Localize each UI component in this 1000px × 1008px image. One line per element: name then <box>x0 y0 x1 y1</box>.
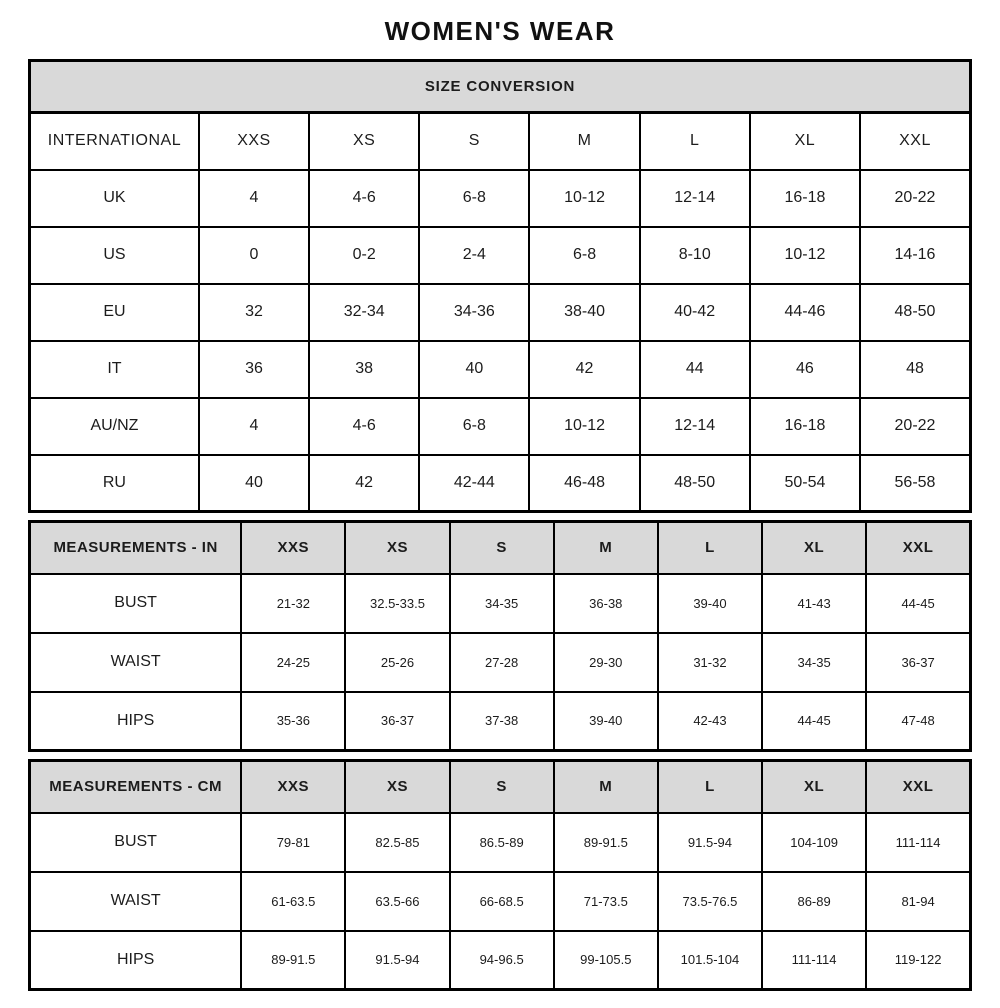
column-header: XXS <box>241 522 345 574</box>
size-cell: 38 <box>309 341 419 398</box>
column-header: XXS <box>241 761 345 813</box>
size-cell: 4-6 <box>309 170 419 227</box>
column-header: L <box>658 761 762 813</box>
row-label: HIPS <box>30 931 242 990</box>
column-header: M <box>554 761 658 813</box>
size-cell: 6-8 <box>419 170 529 227</box>
size-cell: 56-58 <box>860 455 971 512</box>
measure-cell: 91.5-94 <box>345 931 449 990</box>
size-cell: 38-40 <box>529 284 639 341</box>
measure-cell: 63.5-66 <box>345 872 449 931</box>
size-cell: 44 <box>640 341 750 398</box>
measure-cell: 42-43 <box>658 692 762 751</box>
measure-cell: 104-109 <box>762 813 866 872</box>
measure-cell: 61-63.5 <box>241 872 345 931</box>
size-cell: 12-14 <box>640 170 750 227</box>
measure-cell: 73.5-76.5 <box>658 872 762 931</box>
size-cell: 10-12 <box>529 398 639 455</box>
size-cell: 20-22 <box>860 170 971 227</box>
size-cell: 16-18 <box>750 170 860 227</box>
measure-cell: 82.5-85 <box>345 813 449 872</box>
column-header: XS <box>345 522 449 574</box>
table-row <box>30 761 971 813</box>
page-title: WOMEN'S WEAR <box>384 16 616 46</box>
table-row <box>30 574 971 633</box>
size-cell: 34-36 <box>419 284 529 341</box>
measure-cell: 44-45 <box>762 692 866 751</box>
size-cell: 50-54 <box>750 455 860 512</box>
row-label: UK <box>30 170 199 227</box>
measurements-in-title: MEASUREMENTS - IN <box>30 522 242 574</box>
row-label: RU <box>30 455 199 512</box>
size-cell: 48-50 <box>640 455 750 512</box>
column-header: M <box>554 522 658 574</box>
size-cell: 48-50 <box>860 284 971 341</box>
size-cell: 10-12 <box>529 170 639 227</box>
table-row <box>30 813 971 872</box>
column-header: M <box>529 113 639 170</box>
row-label: HIPS <box>30 692 242 751</box>
measure-cell: 111-114 <box>762 931 866 990</box>
measure-cell: 41-43 <box>762 574 866 633</box>
measure-cell: 29-30 <box>554 633 658 692</box>
size-cell: 14-16 <box>860 227 971 284</box>
size-cell: 44-46 <box>750 284 860 341</box>
row-label: WAIST <box>30 872 242 931</box>
measure-cell: 89-91.5 <box>241 931 345 990</box>
measure-cell: 31-32 <box>658 633 762 692</box>
table-row <box>30 692 971 751</box>
table-row <box>30 522 971 574</box>
measure-cell: 47-48 <box>866 692 970 751</box>
measure-cell: 81-94 <box>866 872 970 931</box>
column-header: XS <box>309 113 419 170</box>
size-cell: 12-14 <box>640 398 750 455</box>
measure-cell: 21-32 <box>241 574 345 633</box>
column-header: L <box>640 113 750 170</box>
row-label: WAIST <box>30 633 242 692</box>
size-conversion-table <box>28 59 972 513</box>
column-header: S <box>450 761 554 813</box>
column-header: S <box>419 113 529 170</box>
size-cell: 36 <box>199 341 309 398</box>
measure-cell: 35-36 <box>241 692 345 751</box>
column-header: XL <box>762 761 866 813</box>
size-cell: 40 <box>419 341 529 398</box>
measure-cell: 25-26 <box>345 633 449 692</box>
measure-cell: 34-35 <box>762 633 866 692</box>
size-cell: 0-2 <box>309 227 419 284</box>
table-row <box>30 398 971 455</box>
measure-cell: 36-37 <box>866 633 970 692</box>
size-cell: 8-10 <box>640 227 750 284</box>
size-cell: 0 <box>199 227 309 284</box>
size-cell: 20-22 <box>860 398 971 455</box>
measure-cell: 111-114 <box>866 813 970 872</box>
table-row <box>30 341 971 398</box>
table-row <box>30 633 971 692</box>
measure-cell: 24-25 <box>241 633 345 692</box>
measure-cell: 34-35 <box>450 574 554 633</box>
size-cell: 46-48 <box>529 455 639 512</box>
measure-cell: 37-38 <box>450 692 554 751</box>
row-label: BUST <box>30 574 242 633</box>
row-label: US <box>30 227 199 284</box>
measure-cell: 39-40 <box>658 574 762 633</box>
measure-cell: 71-73.5 <box>554 872 658 931</box>
measure-cell: 99-105.5 <box>554 931 658 990</box>
size-cell: 42 <box>309 455 419 512</box>
table-row <box>30 931 971 990</box>
column-header: XXL <box>866 522 970 574</box>
column-header: XXL <box>866 761 970 813</box>
measure-cell: 44-45 <box>866 574 970 633</box>
size-cell: 4-6 <box>309 398 419 455</box>
measurements-cm-title: MEASUREMENTS - CM <box>30 761 242 813</box>
measurements-in-table <box>28 520 972 752</box>
size-cell: 40-42 <box>640 284 750 341</box>
measure-cell: 36-38 <box>554 574 658 633</box>
measure-cell: 79-81 <box>241 813 345 872</box>
measure-cell: 39-40 <box>554 692 658 751</box>
size-conversion-title: SIZE CONVERSION <box>30 61 971 113</box>
row-label: AU/NZ <box>30 398 199 455</box>
size-cell: 46 <box>750 341 860 398</box>
row-label: EU <box>30 284 199 341</box>
size-cell: 48 <box>860 341 971 398</box>
size-cell: 2-4 <box>419 227 529 284</box>
size-cell: 10-12 <box>750 227 860 284</box>
table-row <box>30 872 971 931</box>
size-cell: 4 <box>199 170 309 227</box>
table-row <box>30 227 971 284</box>
measure-cell: 91.5-94 <box>658 813 762 872</box>
measure-cell: 101.5-104 <box>658 931 762 990</box>
size-cell: 32 <box>199 284 309 341</box>
size-cell: 6-8 <box>529 227 639 284</box>
table-row <box>30 284 971 341</box>
column-header: INTERNATIONAL <box>30 113 199 170</box>
size-cell: 4 <box>199 398 309 455</box>
table-row <box>30 455 971 512</box>
row-label: IT <box>30 341 199 398</box>
column-header: XL <box>750 113 860 170</box>
measure-cell: 89-91.5 <box>554 813 658 872</box>
column-header: XXS <box>199 113 309 170</box>
size-cell: 40 <box>199 455 309 512</box>
size-cell: 42 <box>529 341 639 398</box>
size-cell: 42-44 <box>419 455 529 512</box>
measure-cell: 119-122 <box>866 931 970 990</box>
measure-cell: 66-68.5 <box>450 872 554 931</box>
row-label: BUST <box>30 813 242 872</box>
measurements-cm-table <box>28 759 972 991</box>
table-row <box>30 113 971 170</box>
column-header: L <box>658 522 762 574</box>
column-header: XS <box>345 761 449 813</box>
measure-cell: 27-28 <box>450 633 554 692</box>
size-cell: 32-34 <box>309 284 419 341</box>
column-header: XL <box>762 522 866 574</box>
measure-cell: 86.5-89 <box>450 813 554 872</box>
size-cell: 6-8 <box>419 398 529 455</box>
size-cell: 16-18 <box>750 398 860 455</box>
column-header: XXL <box>860 113 971 170</box>
measure-cell: 86-89 <box>762 872 866 931</box>
table-row <box>30 61 971 113</box>
measure-cell: 32.5-33.5 <box>345 574 449 633</box>
column-header: S <box>450 522 554 574</box>
table-row <box>30 170 971 227</box>
measure-cell: 36-37 <box>345 692 449 751</box>
measure-cell: 94-96.5 <box>450 931 554 990</box>
